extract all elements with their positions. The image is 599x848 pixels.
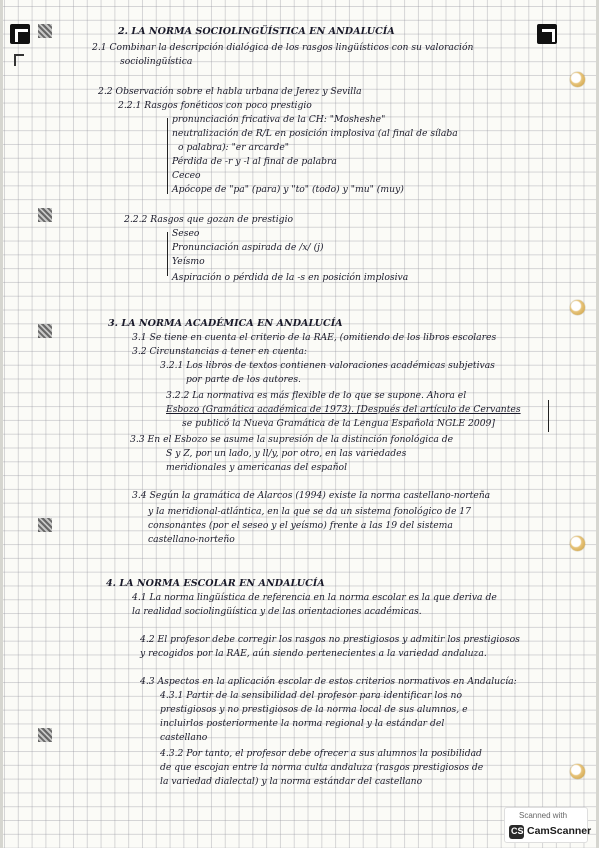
section-title: 3. LA NORMA ACADÉMICA EN ANDALUCÍA [108,318,343,329]
list-item: Pérdida de -r y -l al final de palabra [172,156,337,167]
handwritten-line: 4.1 La norma lingüística de referencia en la norma escolar es la que deriva de [132,592,497,603]
list-item: o palabra): "er arcarde" [178,142,289,153]
camscanner-logo-icon: CS [509,825,524,839]
handwritten-line: castellano [160,732,208,743]
camscanner-brand-label: CamScanner [527,825,592,837]
corner-marker-icon [10,24,30,44]
handwritten-line: 3.2.2 La normativa es más flexible de lo que se supone. Ahora el [166,390,467,401]
qr-marker-icon [38,24,52,38]
ring-hole-icon [570,764,585,779]
subsection-heading: 2.2.2 Rasgos que gozan de prestigio [124,214,294,225]
handwritten-line: 4.3 Aspectos en la aplicación escolar de estos criterios normativos en Andalucía: [140,676,517,687]
handwritten-line: por parte de los autores. [186,374,301,385]
bracket-mark-icon [14,54,24,66]
bracket-mark [548,400,549,432]
list-item: Pronunciación aspirada de /x/ (j) [172,242,324,253]
handwritten-line: 2.1 Combinar la descripción dialógica de los rasgos lingüísticos con su valoración [92,42,474,53]
list-bracket-line [167,232,168,276]
handwritten-line: sociolingüística [120,56,193,67]
list-item: Seseo [172,228,200,239]
page-left-edge [0,0,3,848]
handwritten-line: de que escojan entre la norma culta andaluza (rasgos prestigiosos de [160,762,484,773]
handwritten-line: la variedad dialectal) y la norma estándar del castellano [160,776,423,787]
list-item: neutralización de R/L en posición implosiva (al final de sílaba [172,128,458,139]
handwritten-line: 4.3.2 Por tanto, el profesor debe ofrecer a sus alumnos la posibilidad [160,748,482,759]
handwritten-line: y la meridional-atlántica, en la que se da un sistema fonológico de 17 [148,506,471,517]
handwritten-line: Esbozo (Gramática académica de 1973). [Después del artículo de Cervantes [166,404,521,415]
qr-marker-icon [38,518,52,532]
handwritten-line: meridionales y americanas del español [166,462,348,473]
handwritten-line: 3.1 Se tiene en cuenta el criterio de la RAE, (omitiendo de los libros escolares [132,332,497,343]
qr-marker-icon [38,324,52,338]
handwritten-line: 3.3 En el Esbozo se asume la supresión de la distinción fonológica de [130,434,454,445]
handwritten-line: castellano-norteño [148,534,235,545]
handwritten-line: consonantes (por el seseo y el yeísmo) frente a las 19 del sistema [148,520,453,531]
camscanner-watermark [504,807,592,843]
list-item: Aspiración o pérdida de la -s en posición implosiva [172,272,409,283]
list-item: pronunciación fricativa de la CH: "Mosheshe" [172,114,386,125]
subsection-heading: 2.2.1 Rasgos fonéticos con poco prestigio [118,100,312,111]
qr-marker-icon [38,728,52,742]
handwritten-line: la realidad sociolingüística y de las orientaciones académicas. [132,606,422,617]
scanned-with-label: Scanned with [519,811,568,820]
list-bracket-line [167,118,168,194]
handwritten-line: incluirlos posteriormente la norma regional y la estándar del [160,718,445,729]
list-item: Yeísmo [172,256,205,267]
subsection-heading: 2.2 Observación sobre el habla urbana de Jerez y Sevilla [98,86,362,97]
handwritten-line: 3.2 Circunstancias a tener en cuenta: [132,346,308,357]
handwritten-line: prestigiosos y no prestigiosos de la norma local de sus alumnos, e [160,704,468,715]
handwritten-line: y recogidos por la RAE, aún siendo pertenecientes a la variedad andaluza. [140,648,487,659]
corner-marker-icon [537,24,557,44]
section-title: 2. LA NORMA SOCIOLINGÜÍSTICA EN ANDALUCÍA [118,26,395,37]
section-title: 4. LA NORMA ESCOLAR EN ANDALUCÍA [106,578,325,589]
list-item: Apócope de "pa" (para) y "to" (todo) y "mu" (muy) [172,184,404,195]
handwritten-line: 4.2 El profesor debe corregir los rasgos no prestigiosos y admitir los prestigiosos [140,634,520,645]
ring-hole-icon [570,536,585,551]
handwritten-line: 4.3.1 Partir de la sensibilidad del profesor para identificar los no [160,690,462,701]
ring-hole-icon [570,300,585,315]
handwritten-line: se publicó la Nueva Gramática de la Lengua Española NGLE 2009] [182,418,495,429]
qr-marker-icon [38,208,52,222]
handwritten-line: 3.2.1 Los libros de textos contienen valoraciones académicas subjetivas [160,360,495,371]
ring-hole-icon [570,72,585,87]
handwritten-line: 3.4 Según la gramática de Alarcos (1994) existe la norma castellano-norteña [132,490,491,501]
list-item: Ceceo [172,170,201,181]
handwritten-line: S y Z, por un lado, y ll/y, por otro, en las variedades [166,448,407,459]
